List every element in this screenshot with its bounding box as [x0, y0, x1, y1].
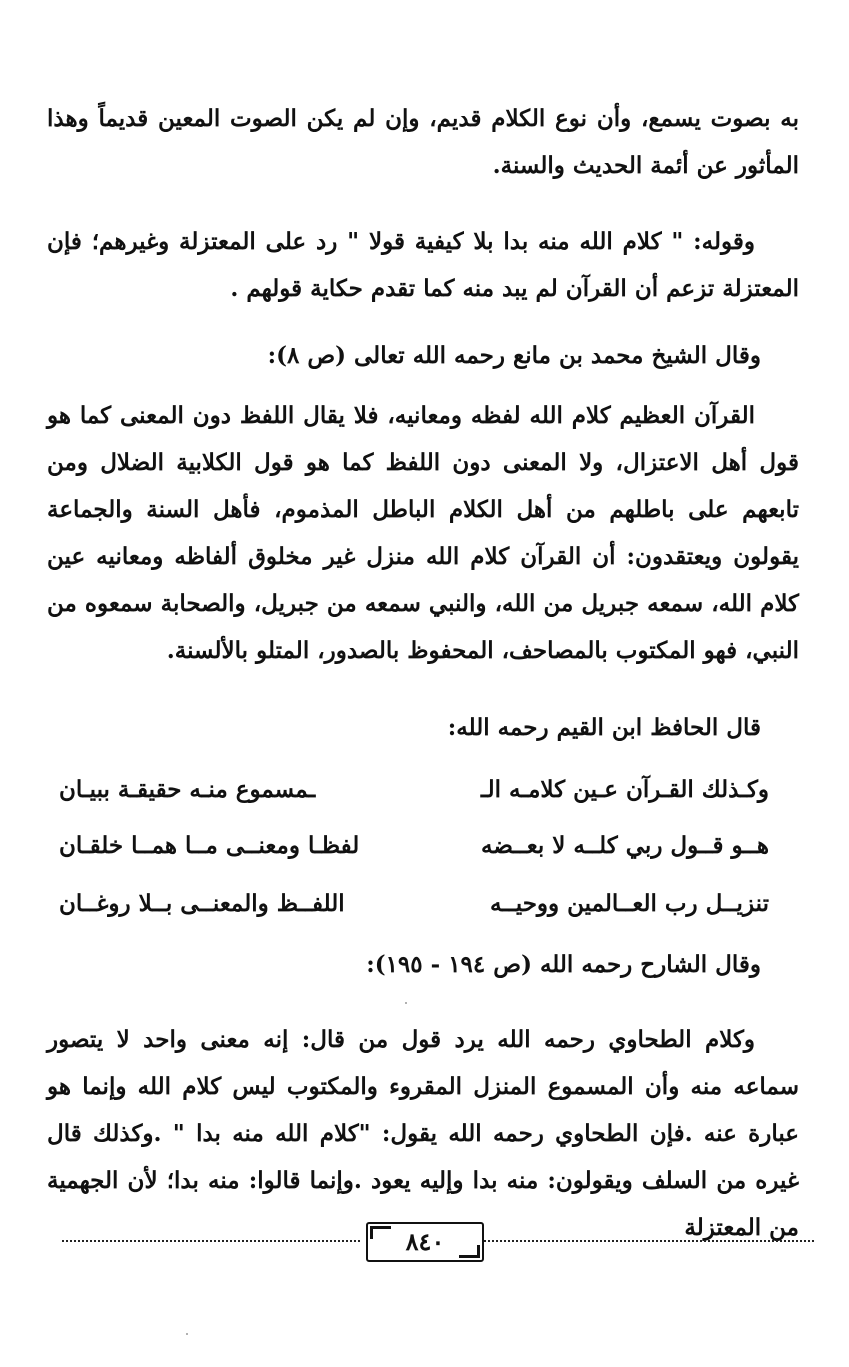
paragraph-commentary: وقوله: " كلام الله منه بدا بلا كيفية قولا " رد على المعتزلة وغيرهم؛ فإن المعتزلة تزعم أن القرآن لم يبد منه كما تقدم حكاية قولهم . — [47, 228, 799, 302]
poem-verse — [59, 884, 769, 928]
verse-second-hemistich: لفظـا ومعنــى مــا همــا خلقـان — [59, 832, 360, 859]
quote-heading-ibn-mani: وقال الشيخ محمد بن مانع رحمه الله تعالى (ص ٨): — [267, 342, 761, 369]
verse-second-hemistich: ـمسموع منـه حقيقـة ببيـان — [59, 776, 316, 803]
verse-second-hemistich: اللفــظ والمعنــى بــلا روغــان — [59, 890, 345, 917]
print-speck — [186, 1333, 188, 1335]
paragraph-continuation: به بصوت يسمع، وأن نوع الكلام قديم، وإن لم يكن الصوت المعين قديماً وهذا المأثور عن أئمة الحديث والسنة. — [47, 105, 799, 179]
verse-first-hemistich: هــو قــول ربي كلــه لا بعــضه — [480, 832, 769, 859]
page-number: ٨٤٠ — [405, 1227, 445, 1256]
poem-verse — [59, 826, 769, 870]
verse-first-hemistich: وكـذلك القـرآن عـين كلامـه الـ — [480, 776, 769, 803]
page-number-frame — [366, 1222, 484, 1262]
quote-heading-ibn-qayyim: قال الحافظ ابن القيم رحمه الله: — [447, 714, 761, 741]
print-speck — [405, 1002, 407, 1004]
footer-dotted-rule — [484, 1240, 814, 1242]
quote-heading-sharih: وقال الشارح رحمه الله (ص ١٩٤ - ١٩٥): — [366, 951, 761, 978]
footer-dotted-rule — [62, 1240, 360, 1242]
poem-verse — [59, 770, 769, 814]
paragraph-quote-sharih: وكلام الطحاوي رحمه الله يرد قول من قال: إنه معنى واحد لا يتصور سماعه منه وأن المسموع المنزل المقروء والمكتوب ليس كلام الله وإنما هو عبارة عنه .فإن الطحاوي رحمه الله يقول: "كلام الله منه بدا " .وكذلك قال غيره من السلف ويقولون: منه بدا وإليه يعود .وإنما قالوا: منه بدا؛ لأن الجهمية من المعتزلة — [47, 1026, 799, 1241]
verse-first-hemistich: تنزيــل رب العــالمين ووحيــه — [489, 890, 769, 917]
paragraph-quote-ibn-mani: القرآن العظيم كلام الله لفظه ومعانيه، فلا يقال اللفظ دون المعنى كما هو قول أهل الاعتزال، ولا المعنى دون اللفظ كما هو قول الكلابية الضلال ومن تابعهم على باطلهم من أهل الكلام الباطل المذموم، فأهل السنة والجماعة يقولون ويعتقدون: أن القرآن كلام الله منزل غير مخلوق ألفاظه ومعانيه عين كلام الله، سمعه جبريل من الله، والنبي سمعه من جبريل، والصحابة سمعوه من النبي، فهو المكتوب بالمصاحف، المحفوظ بالصدور، المتلو بالألسنة. — [47, 402, 799, 664]
